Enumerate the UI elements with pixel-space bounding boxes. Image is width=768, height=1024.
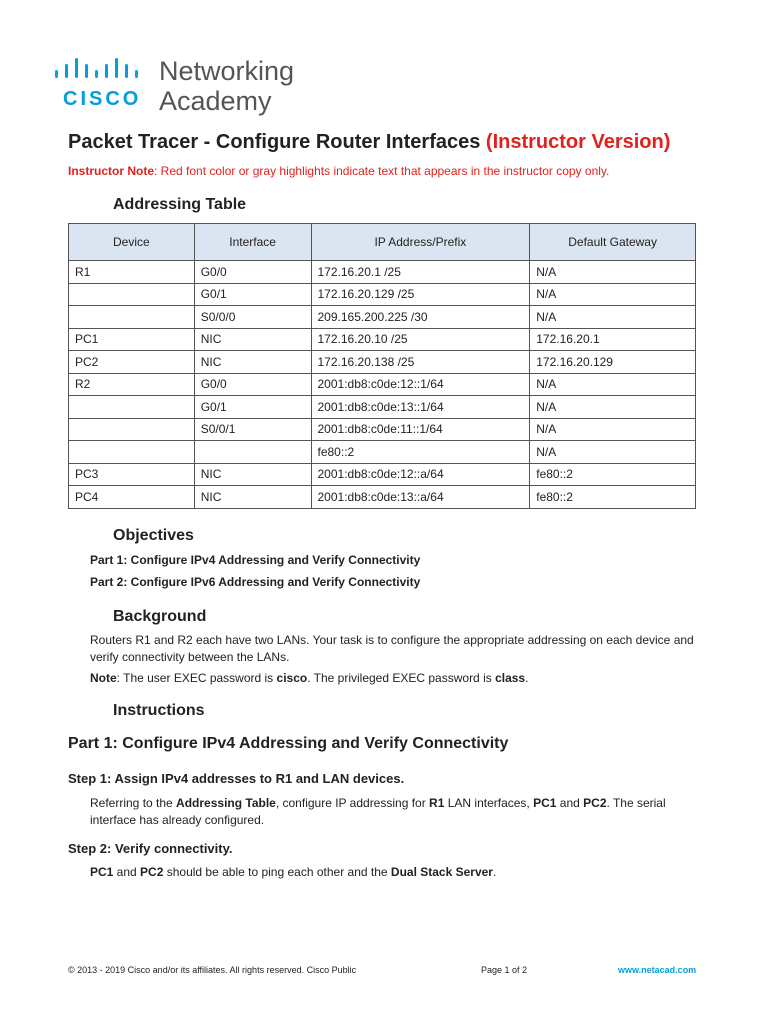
table-cell: 2001:db8:c0de:13::a/64 bbox=[311, 486, 530, 509]
table-cell: G0/0 bbox=[194, 261, 311, 284]
step1-bold: PC2 bbox=[583, 796, 607, 810]
step1-heading: Step 1: Assign IPv4 addresses to R1 and LAN devices. bbox=[68, 771, 405, 786]
background-heading: Background bbox=[113, 608, 207, 625]
privileged-password: class bbox=[495, 671, 526, 685]
footer-website-link[interactable]: www.netacad.com bbox=[618, 965, 697, 975]
footer-copyright: © 2013 - 2019 Cisco and/or its affiliates. All rights reserved. Cisco Public bbox=[68, 965, 357, 975]
table-cell bbox=[69, 396, 195, 419]
title-instructor-version: (Instructor Version) bbox=[485, 131, 671, 153]
table-cell: S0/0/0 bbox=[194, 306, 311, 329]
table-row bbox=[69, 463, 696, 486]
table-cell: N/A bbox=[530, 441, 696, 464]
step2-bold: PC2 bbox=[140, 865, 164, 879]
table-cell: fe80::2 bbox=[530, 463, 696, 486]
page-title bbox=[68, 131, 670, 154]
addressing-table-body bbox=[69, 261, 696, 509]
table-cell: PC3 bbox=[69, 463, 195, 486]
table-cell: PC4 bbox=[69, 486, 195, 509]
table-cell bbox=[69, 441, 195, 464]
step1-text-part: and bbox=[556, 796, 584, 810]
background-paragraph: Routers R1 and R2 each have two LANs. Your task is to configure the appropriate addressing on each device and verify connectivity between the LANs. bbox=[90, 633, 694, 664]
step2-text bbox=[90, 864, 496, 881]
table-cell bbox=[194, 441, 311, 464]
table-cell: 172.16.20.10 /25 bbox=[311, 328, 530, 351]
table-cell: NIC bbox=[194, 328, 311, 351]
note-text: : The user EXEC password is bbox=[116, 671, 277, 685]
table-header-cell: Interface bbox=[194, 224, 311, 261]
password-note bbox=[90, 670, 528, 687]
table-header-cell: Default Gateway bbox=[530, 224, 696, 261]
table-cell: 2001:db8:c0de:12::a/64 bbox=[311, 463, 530, 486]
table-row bbox=[69, 261, 696, 284]
table-cell: 172.16.20.129 bbox=[530, 351, 696, 374]
note-text: . bbox=[525, 671, 529, 685]
logo-academy-text: Academy bbox=[159, 86, 272, 116]
table-row bbox=[69, 306, 696, 329]
instructions-heading: Instructions bbox=[113, 702, 205, 719]
table-cell: 172.16.20.1 /25 bbox=[311, 261, 530, 284]
table-cell: 2001:db8:c0de:12::1/64 bbox=[311, 373, 530, 396]
table-cell: S0/0/1 bbox=[194, 418, 311, 441]
table-cell: 2001:db8:c0de:13::1/64 bbox=[311, 396, 530, 419]
table-row bbox=[69, 396, 696, 419]
table-cell: N/A bbox=[530, 418, 696, 441]
step2-text-part: should be able to ping each other and the bbox=[163, 865, 391, 879]
step1-text-part: . The serial interface has already configured. bbox=[90, 796, 666, 827]
table-cell: 209.165.200.225 /30 bbox=[311, 306, 530, 329]
table-row bbox=[69, 486, 696, 509]
note-text: . The privileged EXEC password is bbox=[307, 671, 496, 685]
table-cell: 172.16.20.1 bbox=[530, 328, 696, 351]
instructor-note-text: : Red font color or gray highlights indicate text that appears in the instructor copy only. bbox=[154, 164, 610, 178]
table-cell: N/A bbox=[530, 306, 696, 329]
step2-bold: Dual Stack Server bbox=[390, 865, 493, 879]
table-cell: fe80::2 bbox=[530, 486, 696, 509]
table-row bbox=[69, 328, 696, 351]
table-cell: fe80::2 bbox=[311, 441, 530, 464]
instructor-note-label: Instructor Note bbox=[68, 164, 155, 178]
objectives-heading: Objectives bbox=[113, 527, 194, 544]
objective-item: Part 1: Configure IPv4 Addressing and Verify Connectivity bbox=[90, 553, 421, 567]
table-row bbox=[69, 283, 696, 306]
title-main: Packet Tracer - Configure Router Interfaces bbox=[68, 131, 486, 153]
table-cell: PC2 bbox=[69, 351, 195, 374]
addressing-table bbox=[68, 223, 696, 509]
table-row bbox=[69, 373, 696, 396]
user-password: cisco bbox=[276, 671, 308, 685]
table-cell: 2001:db8:c0de:11::1/64 bbox=[311, 418, 530, 441]
table-cell: G0/1 bbox=[194, 396, 311, 419]
table-cell: N/A bbox=[530, 396, 696, 419]
table-cell bbox=[69, 418, 195, 441]
table-cell: 172.16.20.138 /25 bbox=[311, 351, 530, 374]
table-cell: NIC bbox=[194, 486, 311, 509]
logo-networking-text: Networking bbox=[159, 56, 295, 86]
step1-bold: PC1 bbox=[533, 796, 557, 810]
step1-bold: R1 bbox=[429, 796, 445, 810]
step2-bold: PC1 bbox=[90, 865, 114, 879]
cisco-wordmark: CISCO bbox=[63, 88, 142, 110]
table-cell: NIC bbox=[194, 463, 311, 486]
table-header-row bbox=[69, 224, 696, 261]
table-cell: N/A bbox=[530, 261, 696, 284]
objective-item: Part 2: Configure IPv6 Addressing and Verify Connectivity bbox=[90, 575, 421, 589]
table-header-cell: Device bbox=[69, 224, 195, 261]
step2-heading: Step 2: Verify connectivity. bbox=[68, 841, 233, 856]
table-cell: N/A bbox=[530, 373, 696, 396]
step1-bold: Addressing Table bbox=[176, 796, 276, 810]
instructor-note bbox=[68, 164, 609, 178]
table-cell bbox=[69, 283, 195, 306]
note-label: Note bbox=[90, 671, 117, 685]
table-row bbox=[69, 418, 696, 441]
table-cell: R1 bbox=[69, 261, 195, 284]
table-cell: G0/1 bbox=[194, 283, 311, 306]
table-cell: NIC bbox=[194, 351, 311, 374]
table-header-cell: IP Address/Prefix bbox=[311, 224, 530, 261]
cisco-bars-icon bbox=[53, 58, 148, 82]
step1-text-part: Referring to the bbox=[90, 796, 177, 810]
table-cell: N/A bbox=[530, 283, 696, 306]
table-cell bbox=[69, 306, 195, 329]
footer-page-number: Page 1 of 2 bbox=[481, 965, 528, 975]
table-cell: G0/0 bbox=[194, 373, 311, 396]
table-cell: R2 bbox=[69, 373, 195, 396]
part1-heading: Part 1: Configure IPv4 Addressing and Verify Connectivity bbox=[68, 735, 509, 752]
addressing-table-heading: Addressing Table bbox=[113, 196, 247, 213]
table-cell: PC1 bbox=[69, 328, 195, 351]
step2-text-part: . bbox=[492, 865, 497, 879]
table-cell: 172.16.20.129 /25 bbox=[311, 283, 530, 306]
step1-text-part: LAN interfaces, bbox=[444, 796, 534, 810]
step1-text-part: , configure IP addressing for bbox=[275, 796, 430, 810]
step2-text-part: and bbox=[113, 865, 141, 879]
table-row bbox=[69, 441, 696, 464]
step1-text bbox=[90, 795, 710, 829]
table-row bbox=[69, 351, 696, 374]
